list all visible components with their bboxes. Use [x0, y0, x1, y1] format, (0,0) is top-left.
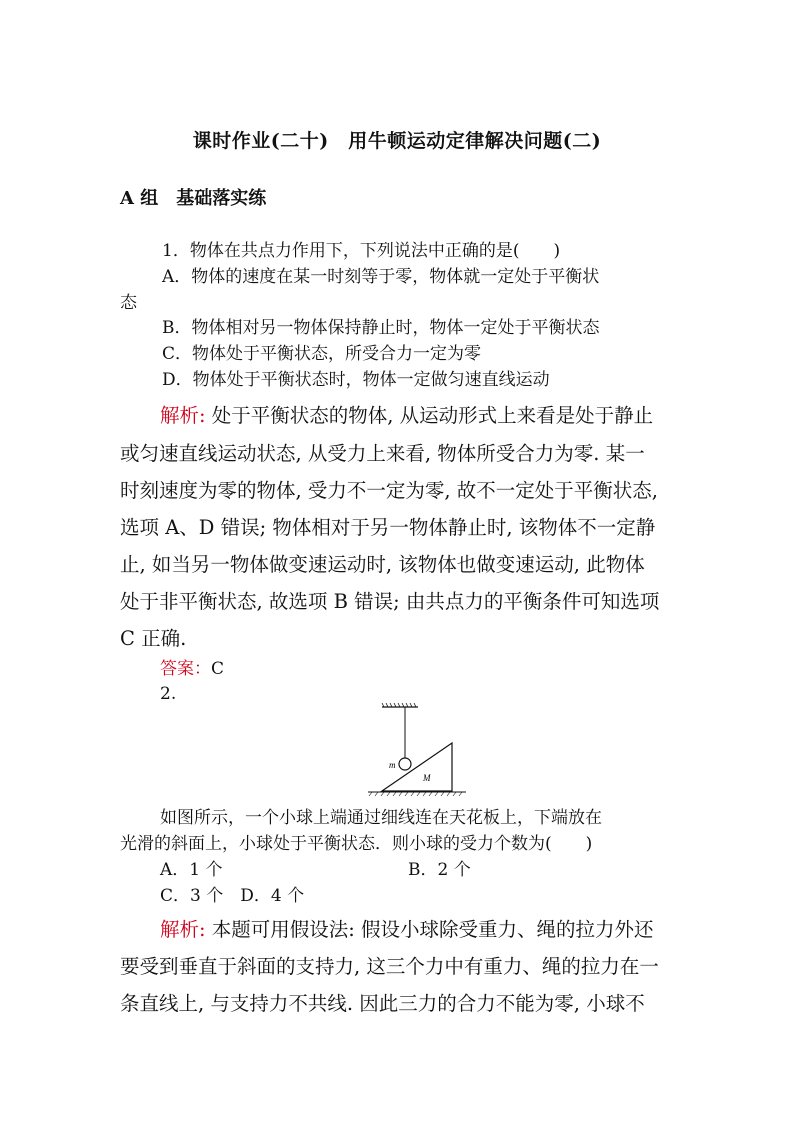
question-2-option-a: A．1 个	[160, 860, 223, 880]
analysis-text: 本题可用假设法: 假设小球除受重力、绳的拉力外还	[205, 918, 654, 941]
question-2-option-c-d: C．3 个 D．4 个	[160, 886, 305, 906]
page-title: 课时作业(二十) 用牛顿运动定律解决问题(二)	[192, 130, 602, 152]
question-1-option-c: C．物体处于平衡状态，所受合力一定为零	[162, 344, 482, 364]
question-2-analysis-line-1	[160, 914, 654, 942]
answer-value: C	[211, 659, 225, 679]
incline-ball-figure	[360, 700, 470, 800]
ball	[399, 758, 411, 770]
question-1-analysis-line-4: 选项 A、D 错误; 物体相对于另一物体静止时, 该物体不一定静	[120, 516, 656, 539]
section-heading: A 组 基础落实练	[120, 188, 267, 209]
question-1-analysis-line-3: 时刻速度为零的物体, 受力不一定为零, 故不一定处于平衡状态,	[120, 479, 658, 502]
question-2-option-b: B．2 个	[408, 860, 471, 880]
question-2-number: 2.	[160, 684, 177, 704]
question-1-option-b: B．物体相对另一物体保持静止时，物体一定处于平衡状态	[162, 318, 600, 338]
question-1-option-a: A．物体的速度在某一时刻等于零，物体就一定处于平衡状	[162, 267, 600, 287]
question-1-stem: 1．物体在共点力作用下，下列说法中正确的是( )	[162, 241, 561, 261]
question-1-analysis-line-6: 处于非平衡状态, 故选项 B 错误; 由共点力的平衡条件可知选项	[120, 590, 660, 613]
question-1-answer	[160, 656, 224, 682]
answer-label: 答案：	[160, 659, 211, 679]
question-1-analysis-line-5: 止, 如当另一物体做变速运动时, 该物体也做变速运动, 此物体	[120, 553, 645, 576]
ceiling-hatch	[382, 703, 418, 707]
analysis-label: 解析:	[160, 918, 206, 941]
question-2-stem-line-1: 如图所示，一个小球上端通过细线连在天花板上，下端放在	[160, 808, 602, 828]
analysis-text: 处于平衡状态的物体, 从运动形式上来看是处于静止	[205, 404, 654, 427]
question-1-option-d: D．物体处于平衡状态时，物体一定做匀速直线运动	[162, 370, 550, 390]
ground-hatch	[369, 792, 462, 796]
ball-label: m	[389, 760, 396, 770]
wedge-label: M	[423, 773, 431, 783]
question-1-analysis-line-2: 或匀速直线运动状态, 从受力上来看, 物体所受合力为零. 某一	[120, 442, 645, 465]
question-1-analysis-line-1	[160, 400, 653, 428]
question-1-analysis-line-7: C 正确.	[120, 627, 187, 650]
question-2-stem-line-2: 光滑的斜面上，小球处于平衡状态．则小球的受力个数为( )	[120, 834, 593, 854]
question-2-analysis-line-3: 条直线上, 与支持力不共线. 因此三力的合力不能为零, 小球不	[120, 992, 645, 1015]
question-2-analysis-line-2: 要受到垂直于斜面的支持力, 这三个力中有重力、绳的拉力在一	[120, 955, 659, 978]
analysis-label: 解析:	[160, 404, 206, 427]
question-1-option-a-cont: 态	[120, 293, 137, 313]
